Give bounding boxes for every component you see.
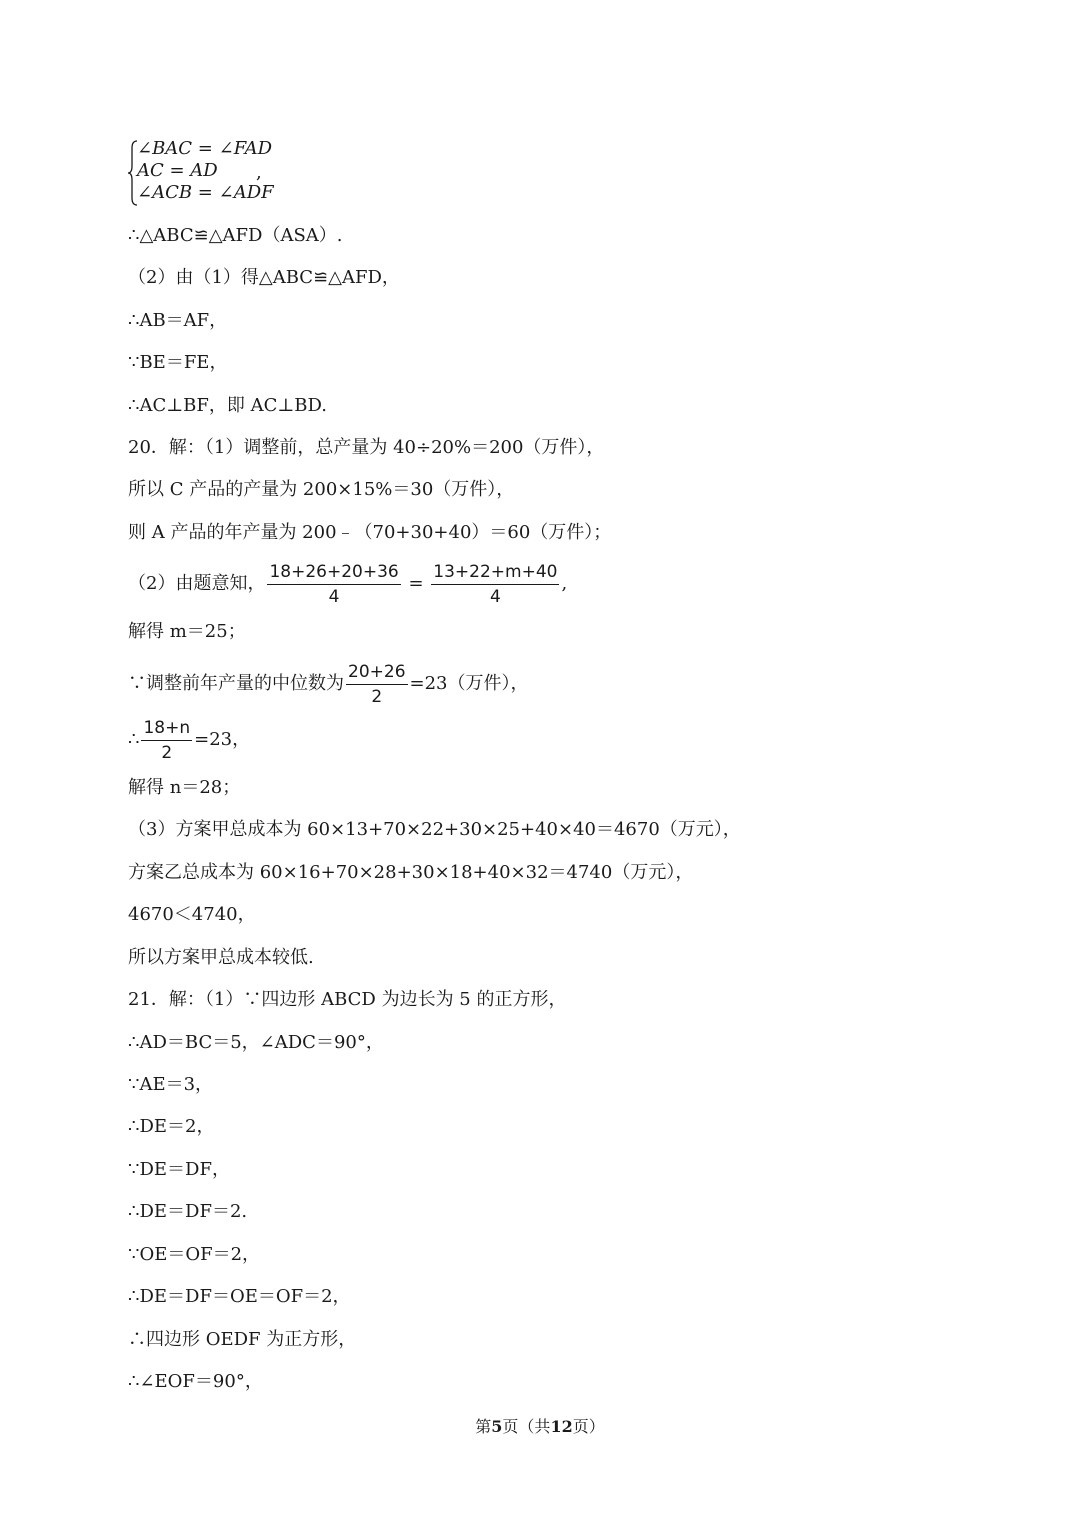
text-line: ∴四边形 OEDF 为正方形， — [128, 1329, 357, 1350]
equals-sign: = — [408, 573, 424, 594]
fraction-numerator: 13+22+m+40 — [431, 560, 559, 585]
text-line: ∵OE＝OF＝2， — [128, 1244, 261, 1265]
text-line: ∴DE＝DF＝2. — [128, 1201, 248, 1222]
fraction — [431, 560, 559, 609]
text-line: 21．解：（1）∵四边形 ABCD 为边长为 5 的正方形， — [128, 989, 567, 1010]
footer-suffix: 页） — [572, 1417, 605, 1436]
text-line: ∴AB＝AF， — [128, 310, 228, 331]
text-line: （3）方案甲总成本为 60×13+70×22+30×25+40×40＝4670（万元）， — [128, 819, 741, 840]
text-line: ∵DE＝DF， — [128, 1159, 230, 1180]
fraction-line-suffix: =23（万件）， — [409, 673, 529, 694]
fraction-denominator: 4 — [328, 586, 340, 607]
text-line: 解得 n＝28； — [128, 777, 241, 798]
fraction-denominator: 2 — [161, 742, 173, 763]
fraction-numerator: 20+26 — [346, 660, 408, 685]
fraction-line-prefix: ∵调整前年产量的中位数为 — [128, 673, 344, 694]
fraction — [141, 716, 192, 765]
text-line: 4670＜4740， — [128, 904, 256, 925]
equation-row-1: ∠BAC = ∠FAD — [137, 138, 273, 159]
text-line: ∴DE＝DF＝OE＝OF＝2， — [128, 1286, 351, 1307]
fraction-line-suffix: , — [561, 573, 568, 594]
equation-row-2: AC = AD — [137, 160, 218, 181]
text-line: 则 A 产品的年产量为 200﹣（70+30+40）＝60（万件）； — [128, 522, 612, 543]
text-line: ∴DE＝2， — [128, 1116, 215, 1137]
text-line: 20．解：（1）调整前，总产量为 40÷20%＝200（万件）， — [128, 437, 605, 458]
fraction-numerator: 18+n — [141, 716, 192, 741]
total-pages: 12 — [550, 1417, 573, 1436]
fraction-line-suffix: =23， — [194, 729, 251, 750]
fraction-line-prefix: （2）由题意知， — [128, 573, 266, 594]
text-line: ∵AE＝3， — [128, 1074, 214, 1095]
text-line: （2）由（1）得△ABC≌△AFD， — [128, 267, 400, 288]
text-line: 所以 C 产品的产量为 200×15%＝30（万件）， — [128, 479, 515, 500]
text-line: ∴△ABC≌△AFD（ASA）. — [128, 225, 343, 246]
equation-system — [128, 138, 328, 210]
text-line: 方案乙总成本为 60×16+70×28+30×18+40×32＝4740（万元）， — [128, 862, 694, 883]
fraction-numerator: 18+26+20+36 — [267, 560, 400, 585]
text-line: ∴∠EOF＝90°， — [128, 1371, 263, 1392]
fraction-denominator: 4 — [489, 586, 501, 607]
fraction-equation-line — [128, 712, 250, 768]
text-line: 解得 m＝25； — [128, 621, 246, 642]
fraction-equation-line — [128, 656, 529, 712]
text-line: ∴AD＝BC＝5，∠ADC＝90°， — [128, 1032, 384, 1053]
page-number: 5 — [491, 1417, 503, 1436]
text-line: ∴AC⊥BF，即 AC⊥BD. — [128, 395, 328, 416]
fraction — [267, 560, 400, 609]
equation-comma: , — [256, 162, 262, 183]
fraction-equation-line — [128, 556, 567, 612]
footer-prefix: 第 — [475, 1417, 492, 1436]
text-line: ∵BE＝FE， — [128, 352, 228, 373]
fraction-line-prefix: ∴ — [128, 729, 140, 750]
footer-mid: 页（共 — [502, 1417, 551, 1436]
fraction — [346, 660, 408, 709]
equation-row-3: ∠ACB = ∠ADF — [137, 182, 274, 203]
page-footer — [0, 1416, 1080, 1438]
fraction-denominator: 2 — [371, 686, 383, 707]
text-line: 所以方案甲总成本较低. — [128, 947, 314, 968]
